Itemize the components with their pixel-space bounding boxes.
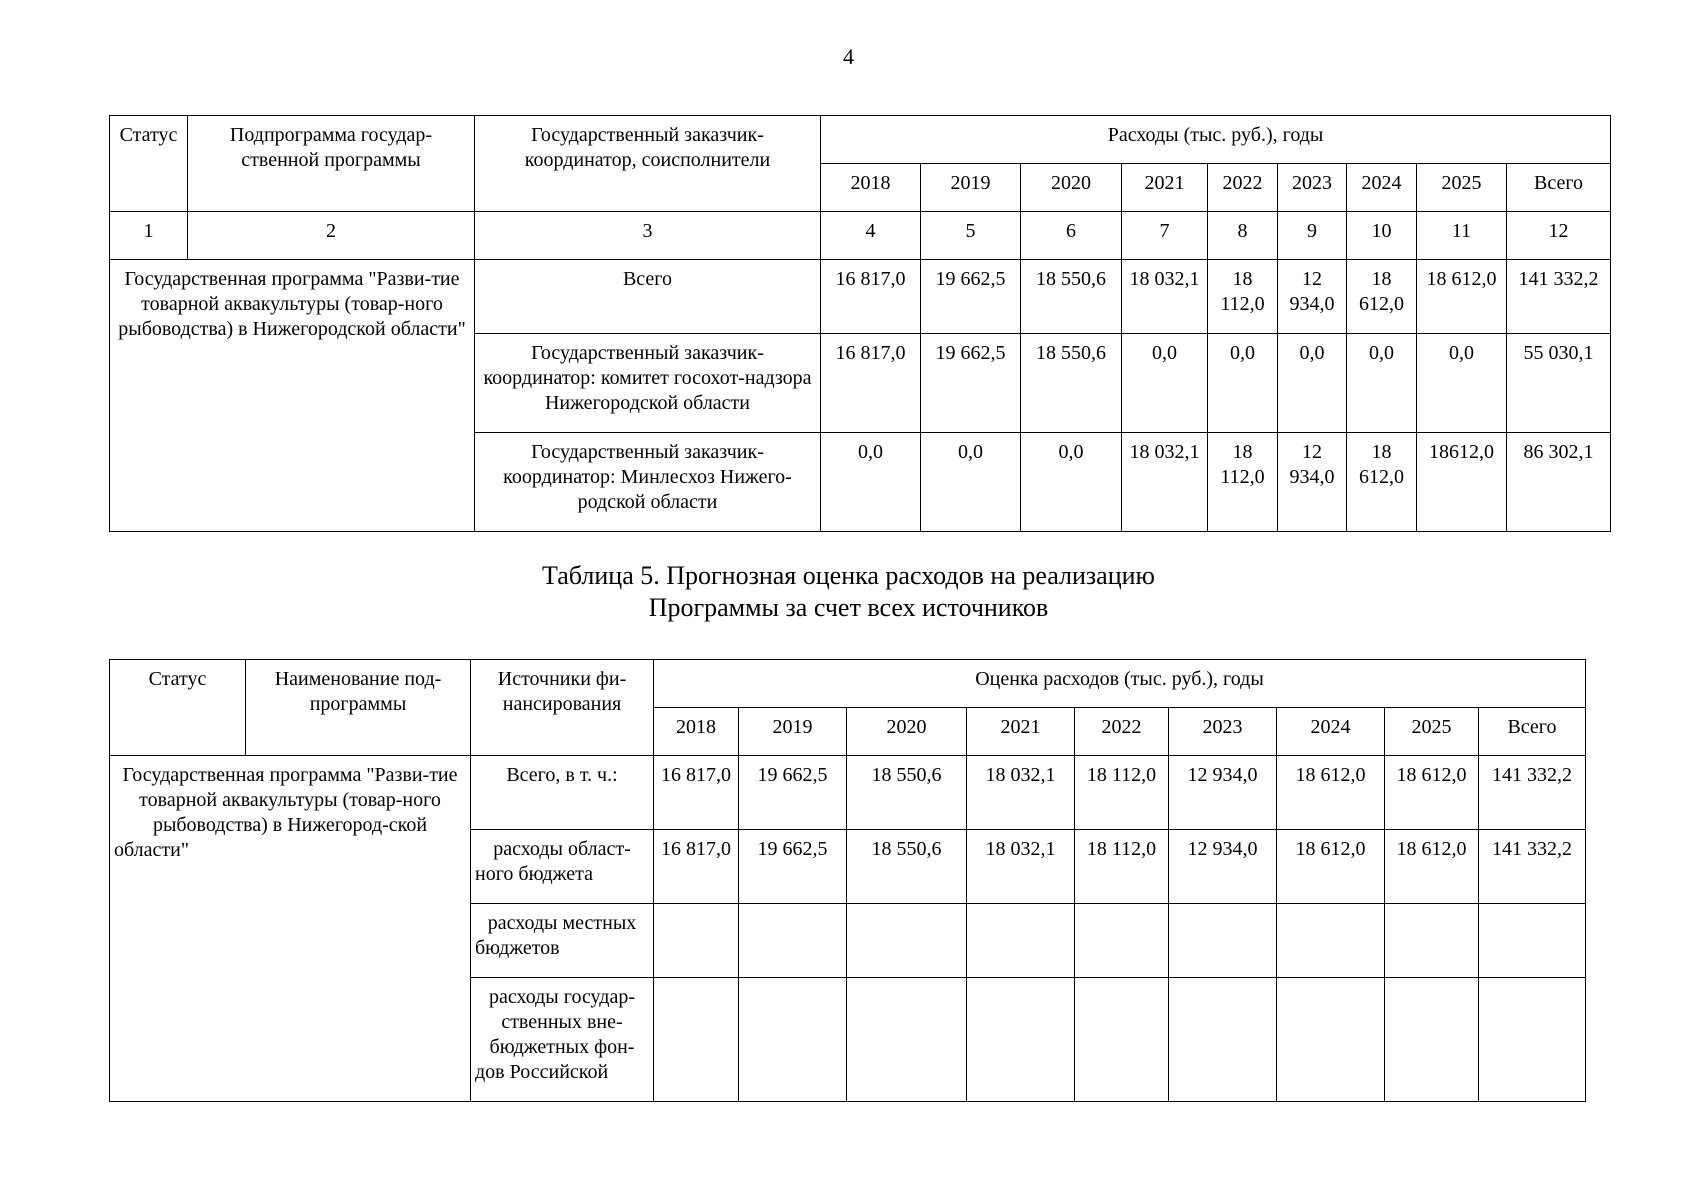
value-cell: 0,0 (821, 433, 921, 532)
header-year: 2021 (1122, 164, 1208, 212)
value-cell: 0,0 (921, 433, 1021, 532)
header-subprogram: Подпрограмма государ-ственной программы (188, 116, 475, 212)
value-cell (1075, 978, 1169, 1102)
value-cell: 16 817,0 (821, 334, 921, 433)
header-estimate: Оценка расходов (тыс. руб.), годы (654, 660, 1586, 708)
header-year: 2023 (1278, 164, 1347, 212)
program-name: Государственная программа "Разви-тие товарной аквакультуры (товар-ного рыбоводства) в Нижегородской области" (110, 260, 475, 532)
value-cell: 12 934,0 (1169, 756, 1277, 830)
value-cell: 18 112,0 (1075, 756, 1169, 830)
value-cell (654, 978, 739, 1102)
caption-line: Таблица 5. Прогнозная оценка расходов на реализацию (542, 561, 1155, 590)
value-cell: 0,0 (1417, 334, 1507, 433)
value-cell (1385, 904, 1479, 978)
value-cell: 16 817,0 (654, 756, 739, 830)
value-cell: 18 032,1 (1122, 433, 1208, 532)
header-year: 2021 (967, 708, 1075, 756)
value-cell: 0,0 (1122, 334, 1208, 433)
row-label: расходы государ-ственных вне-бюджетных фон-дов Российской (471, 978, 654, 1102)
value-cell: 19 662,5 (921, 260, 1021, 334)
row-label: Всего, в т. ч.: (471, 756, 654, 830)
column-number: 8 (1208, 212, 1278, 260)
header-year: 2019 (921, 164, 1021, 212)
column-number: 5 (921, 212, 1021, 260)
value-cell: 12 934,0 (1278, 433, 1347, 532)
column-number: 6 (1021, 212, 1122, 260)
column-number: 9 (1278, 212, 1347, 260)
value-cell (847, 904, 967, 978)
value-cell: 86 302,1 (1507, 433, 1611, 532)
program-name: Государственная программа "Разви-тие товарной аквакультуры (товар-ного рыбоводства) в Нижегород-ской области" (110, 756, 471, 1102)
header-expenses: Расходы (тыс. руб.), годы (821, 116, 1611, 164)
table-row (110, 756, 1586, 830)
header-year: 2018 (654, 708, 739, 756)
value-cell: 141 332,2 (1479, 830, 1586, 904)
column-number: 3 (475, 212, 821, 260)
value-cell: 18 032,1 (967, 756, 1075, 830)
value-cell: 18 032,1 (967, 830, 1075, 904)
value-cell (1479, 978, 1586, 1102)
header-year: 2020 (847, 708, 967, 756)
value-cell (1385, 978, 1479, 1102)
header-total: Всего (1479, 708, 1586, 756)
header-year: 2024 (1347, 164, 1417, 212)
value-cell: 18 550,6 (847, 756, 967, 830)
caption-line: Программы за счет всех источников (648, 593, 1049, 622)
header-year: 2020 (1021, 164, 1122, 212)
header-total: Всего (1507, 164, 1611, 212)
row-label: расходы област-ного бюджета (471, 830, 654, 904)
row-label: расходы местных бюджетов (471, 904, 654, 978)
table-caption (0, 560, 1697, 624)
page-number: 4 (843, 44, 854, 69)
column-number: 4 (821, 212, 921, 260)
header-sources: Источники фи-нансирования (471, 660, 654, 756)
header-year: 2018 (821, 164, 921, 212)
value-cell (967, 904, 1075, 978)
header-year: 2022 (1075, 708, 1169, 756)
value-cell: 12 934,0 (1169, 830, 1277, 904)
value-cell: 19 662,5 (921, 334, 1021, 433)
header-status: Статус (110, 116, 188, 212)
value-cell (1075, 904, 1169, 978)
value-cell: 19 662,5 (739, 830, 847, 904)
header-year: 2025 (1385, 708, 1479, 756)
value-cell (739, 904, 847, 978)
header-subprogram: Наименование под-программы (246, 660, 471, 756)
expenses-table (109, 115, 1611, 532)
table-row (110, 260, 1611, 334)
value-cell: 18 612,0 (1385, 756, 1479, 830)
value-cell (654, 904, 739, 978)
value-cell (967, 978, 1075, 1102)
value-cell: 18 550,6 (1021, 260, 1122, 334)
value-cell: 18 612,0 (1277, 756, 1385, 830)
column-number: 12 (1507, 212, 1611, 260)
value-cell: 16 817,0 (821, 260, 921, 334)
value-cell (1169, 978, 1277, 1102)
header-year: 2022 (1208, 164, 1278, 212)
value-cell: 141 332,2 (1507, 260, 1611, 334)
value-cell: 0,0 (1347, 334, 1417, 433)
value-cell (847, 978, 967, 1102)
column-number: 2 (188, 212, 475, 260)
value-cell: 12 934,0 (1278, 260, 1347, 334)
value-cell: 141 332,2 (1479, 756, 1586, 830)
header-year: 2024 (1277, 708, 1385, 756)
column-number: 10 (1347, 212, 1417, 260)
value-cell: 18 612,0 (1277, 830, 1385, 904)
value-cell (1277, 904, 1385, 978)
estimate-table (109, 659, 1586, 1102)
value-cell: 18 612,0 (1347, 260, 1417, 334)
value-cell: 18 550,6 (1021, 334, 1122, 433)
header-customer: Государственный заказчик-координатор, соисполнители (475, 116, 821, 212)
row-label: Всего (475, 260, 821, 334)
value-cell: 16 817,0 (654, 830, 739, 904)
value-cell: 18612,0 (1417, 433, 1507, 532)
value-cell: 18 612,0 (1417, 260, 1507, 334)
value-cell: 18 550,6 (847, 830, 967, 904)
value-cell (1277, 978, 1385, 1102)
value-cell: 55 030,1 (1507, 334, 1611, 433)
value-cell (1169, 904, 1277, 978)
value-cell: 0,0 (1278, 334, 1347, 433)
value-cell (1479, 904, 1586, 978)
value-cell: 0,0 (1208, 334, 1278, 433)
value-cell (739, 978, 847, 1102)
column-number: 1 (110, 212, 188, 260)
value-cell: 18 112,0 (1075, 830, 1169, 904)
value-cell: 19 662,5 (739, 756, 847, 830)
row-label: Государственный заказчик-координатор: Минлесхоз Нижего-родской области (475, 433, 821, 532)
header-status: Статус (110, 660, 246, 756)
value-cell: 18 612,0 (1347, 433, 1417, 532)
value-cell: 18 612,0 (1385, 830, 1479, 904)
row-label: Государственный заказчик-координатор: комитет госохот-надзора Нижегородской области (475, 334, 821, 433)
value-cell: 0,0 (1021, 433, 1122, 532)
header-year: 2025 (1417, 164, 1507, 212)
value-cell: 18 112,0 (1208, 433, 1278, 532)
value-cell: 18 032,1 (1122, 260, 1208, 334)
value-cell: 18 112,0 (1208, 260, 1278, 334)
header-year: 2023 (1169, 708, 1277, 756)
column-number: 11 (1417, 212, 1507, 260)
column-number: 7 (1122, 212, 1208, 260)
header-year: 2019 (739, 708, 847, 756)
